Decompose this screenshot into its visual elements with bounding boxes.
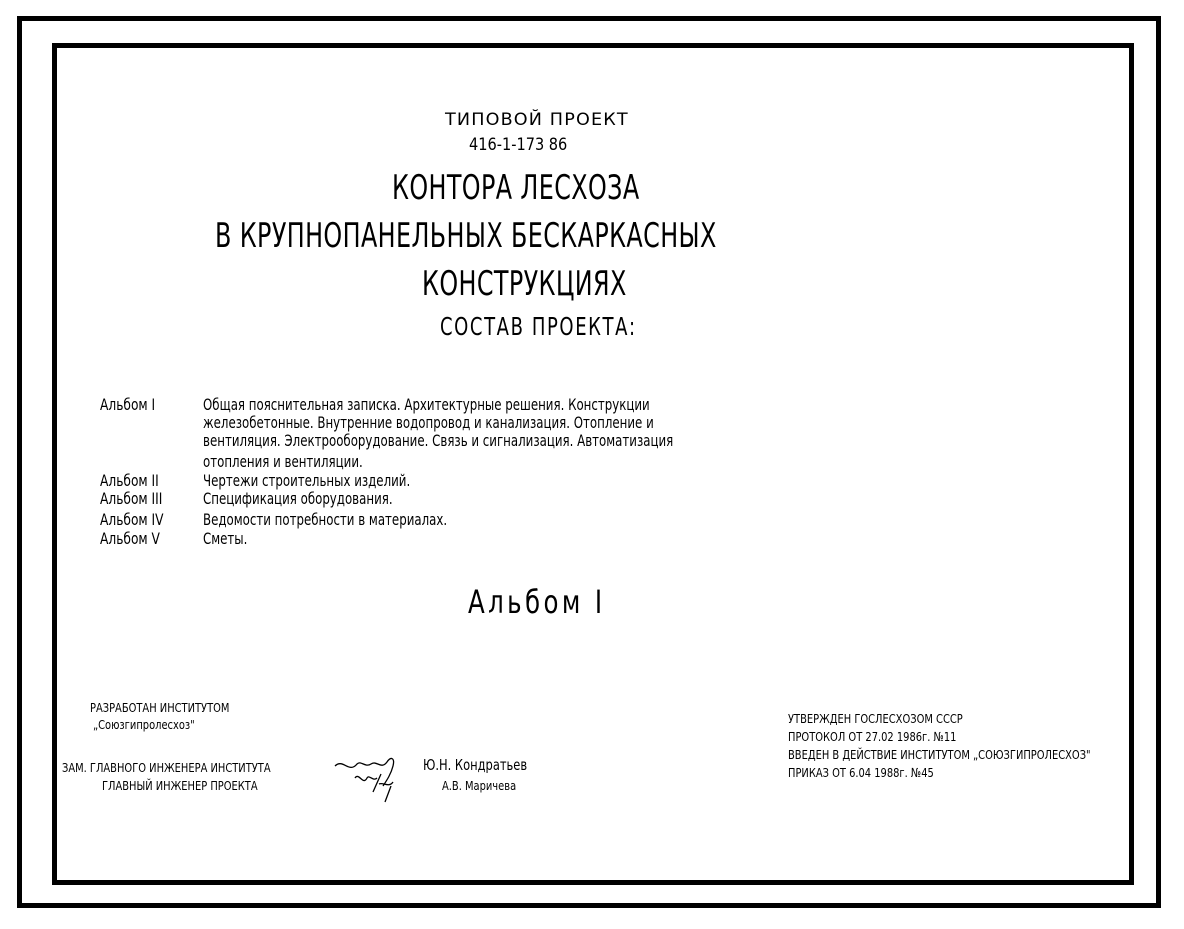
title-line-1: КОНТОРА ЛЕСХОЗА xyxy=(392,168,640,208)
current-album-title: Альбом I xyxy=(468,583,606,621)
signature-image xyxy=(333,752,413,814)
title-line-3: КОНСТРУКЦИЯХ xyxy=(422,264,627,304)
developer-line-1: РАЗРАБОТАН ИНСТИТУТОМ xyxy=(90,700,230,715)
title-line-2: В КРУПНОПАНЕЛЬНЫХ БЕСКАРКАСНЫХ xyxy=(215,216,717,256)
approval-line-1: УТВЕРЖДЕН ГОСЛЕСХОЗОМ СССР xyxy=(788,711,963,726)
signatory-name-2: А.В. Маричева xyxy=(442,778,517,793)
type-label: ТИПОВОЙ ПРОЕКТ xyxy=(445,110,629,130)
album-name: Альбом III xyxy=(100,489,163,508)
album-description-line: Ведомости потребности в материалах. xyxy=(203,510,448,529)
album-name: Альбом V xyxy=(100,529,160,548)
album-description-line: вентиляция. Электрооборудование. Связь и сигнализация. Автоматизация xyxy=(203,431,674,450)
album-name: Альбом IV xyxy=(100,510,164,529)
album-description-line: железобетонные. Внутренние водопровод и канализация. Отопление и xyxy=(203,413,654,432)
developer-line-2: „Союзгипролесхоз" xyxy=(93,717,195,732)
album-description-line: отопления и вентиляции. xyxy=(203,452,363,471)
approval-line-3: ВВЕДЕН В ДЕЙСТВИЕ ИНСТИТУТОМ „СОЮЗГИПРОЛЕСХОЗ" xyxy=(788,747,1091,762)
composition-heading: СОСТАВ ПРОЕКТА: xyxy=(440,312,637,341)
signatory-role-1: ЗАМ. ГЛАВНОГО ИНЖЕНЕРА ИНСТИТУТА xyxy=(62,760,271,775)
approval-line-4: ПРИКАЗ ОТ 6.04 1988г. №45 xyxy=(788,765,934,780)
signatory-role-2: ГЛАВНЫЙ ИНЖЕНЕР ПРОЕКТА xyxy=(102,778,258,793)
signatory-name-1: Ю.Н. Кондратьев xyxy=(423,756,528,774)
approval-line-2: ПРОТОКОЛ ОТ 27.02 1986г. №11 xyxy=(788,729,957,744)
album-description-line: Чертежи строительных изделий. xyxy=(203,471,411,490)
album-description-line: Сметы. xyxy=(203,529,248,548)
project-number: 416-1-173 86 xyxy=(469,135,568,155)
album-description-line: Общая пояснительная записка. Архитектурные решения. Конструкции xyxy=(203,395,650,414)
album-description-line: Спецификация оборудования. xyxy=(203,489,393,508)
album-name: Альбом I xyxy=(100,395,156,414)
album-name: Альбом II xyxy=(100,471,159,490)
